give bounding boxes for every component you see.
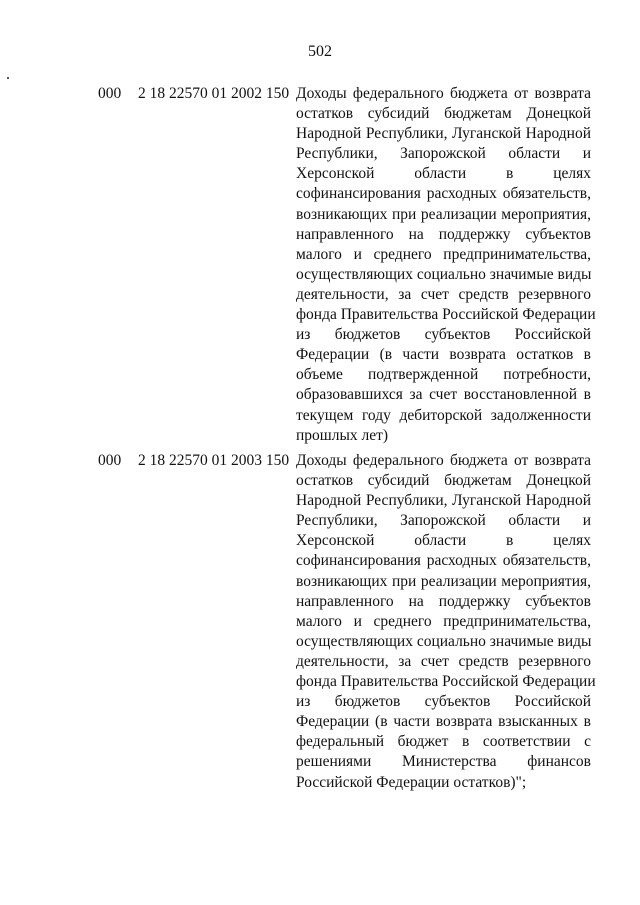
description-line: осуществляющих социально значимые виды (296, 632, 592, 650)
description-line: Народной Республики, Луганской Народной (296, 492, 591, 510)
description-line: остатков субсидий бюджетам Донецкой (296, 472, 591, 490)
description-line: остатков субсидий бюджетам Донецкой (296, 105, 591, 123)
description-line: осуществляющих социально значимые виды (296, 265, 592, 283)
admin-code: 000 (98, 452, 122, 469)
description-line: деятельности, за счет средств резервного (296, 652, 591, 670)
margin-mark (7, 77, 9, 79)
description-line: фонда Правительства Российской Федерации (296, 673, 596, 691)
description-line: Российской Федерации остатков)"; (296, 773, 527, 791)
description-line: федеральный бюджет в соответствии с (296, 733, 591, 751)
description-line: Федерации (в части возврата остатков в (296, 346, 591, 364)
description-line: фонда Правительства Российской Федерации (296, 306, 596, 324)
description-line: образовавшихся за счет восстановленной в (296, 386, 591, 404)
entry-description (296, 451, 596, 793)
description-line: прошлых лет) (296, 426, 389, 444)
description-line: Народной Республики, Луганской Народной (296, 125, 591, 143)
budget-classification-code: 2 18 22570 01 2003 150 (138, 452, 290, 469)
description-line: возникающих при реализации мероприятия, (296, 572, 591, 590)
description-line: Республики, Запорожской области и (296, 512, 591, 530)
page-number: 502 (308, 43, 332, 60)
description-line: Республики, Запорожской области и (296, 145, 591, 163)
description-line: объеме подтвержденной потребности, (296, 366, 591, 384)
admin-code: 000 (98, 85, 122, 102)
description-line: направленного на поддержку субъектов (296, 225, 591, 243)
description-line: решениями Министерства финансов (296, 753, 591, 771)
description-line: из бюджетов субъектов Российской (296, 693, 591, 711)
description-line: софинансирования расходных обязательств, (296, 552, 591, 570)
description-line: возникающих при реализации мероприятия, (296, 205, 591, 223)
description-line: софинансирования расходных обязательств, (296, 185, 591, 203)
description-line: деятельности, за счет средств резервного (296, 285, 591, 303)
entry-description (296, 84, 596, 446)
budget-classification-code: 2 18 22570 01 2002 150 (138, 85, 290, 102)
description-line: Федерации (в части возврата взысканных в (296, 713, 591, 731)
description-line: из бюджетов субъектов Российской (296, 326, 591, 344)
description-line: Херсонской области в целях (296, 532, 591, 550)
description-line: малого и среднего предпринимательства, (296, 612, 591, 630)
description-line: малого и среднего предпринимательства, (296, 245, 591, 263)
description-line: Херсонской области в целях (296, 165, 591, 183)
description-line: Доходы федерального бюджета от возврата (296, 452, 591, 469)
description-line: Доходы федерального бюджета от возврата (296, 85, 591, 102)
description-line: текущем году дебиторской задолженности (296, 406, 591, 424)
description-line: направленного на поддержку субъектов (296, 592, 591, 610)
